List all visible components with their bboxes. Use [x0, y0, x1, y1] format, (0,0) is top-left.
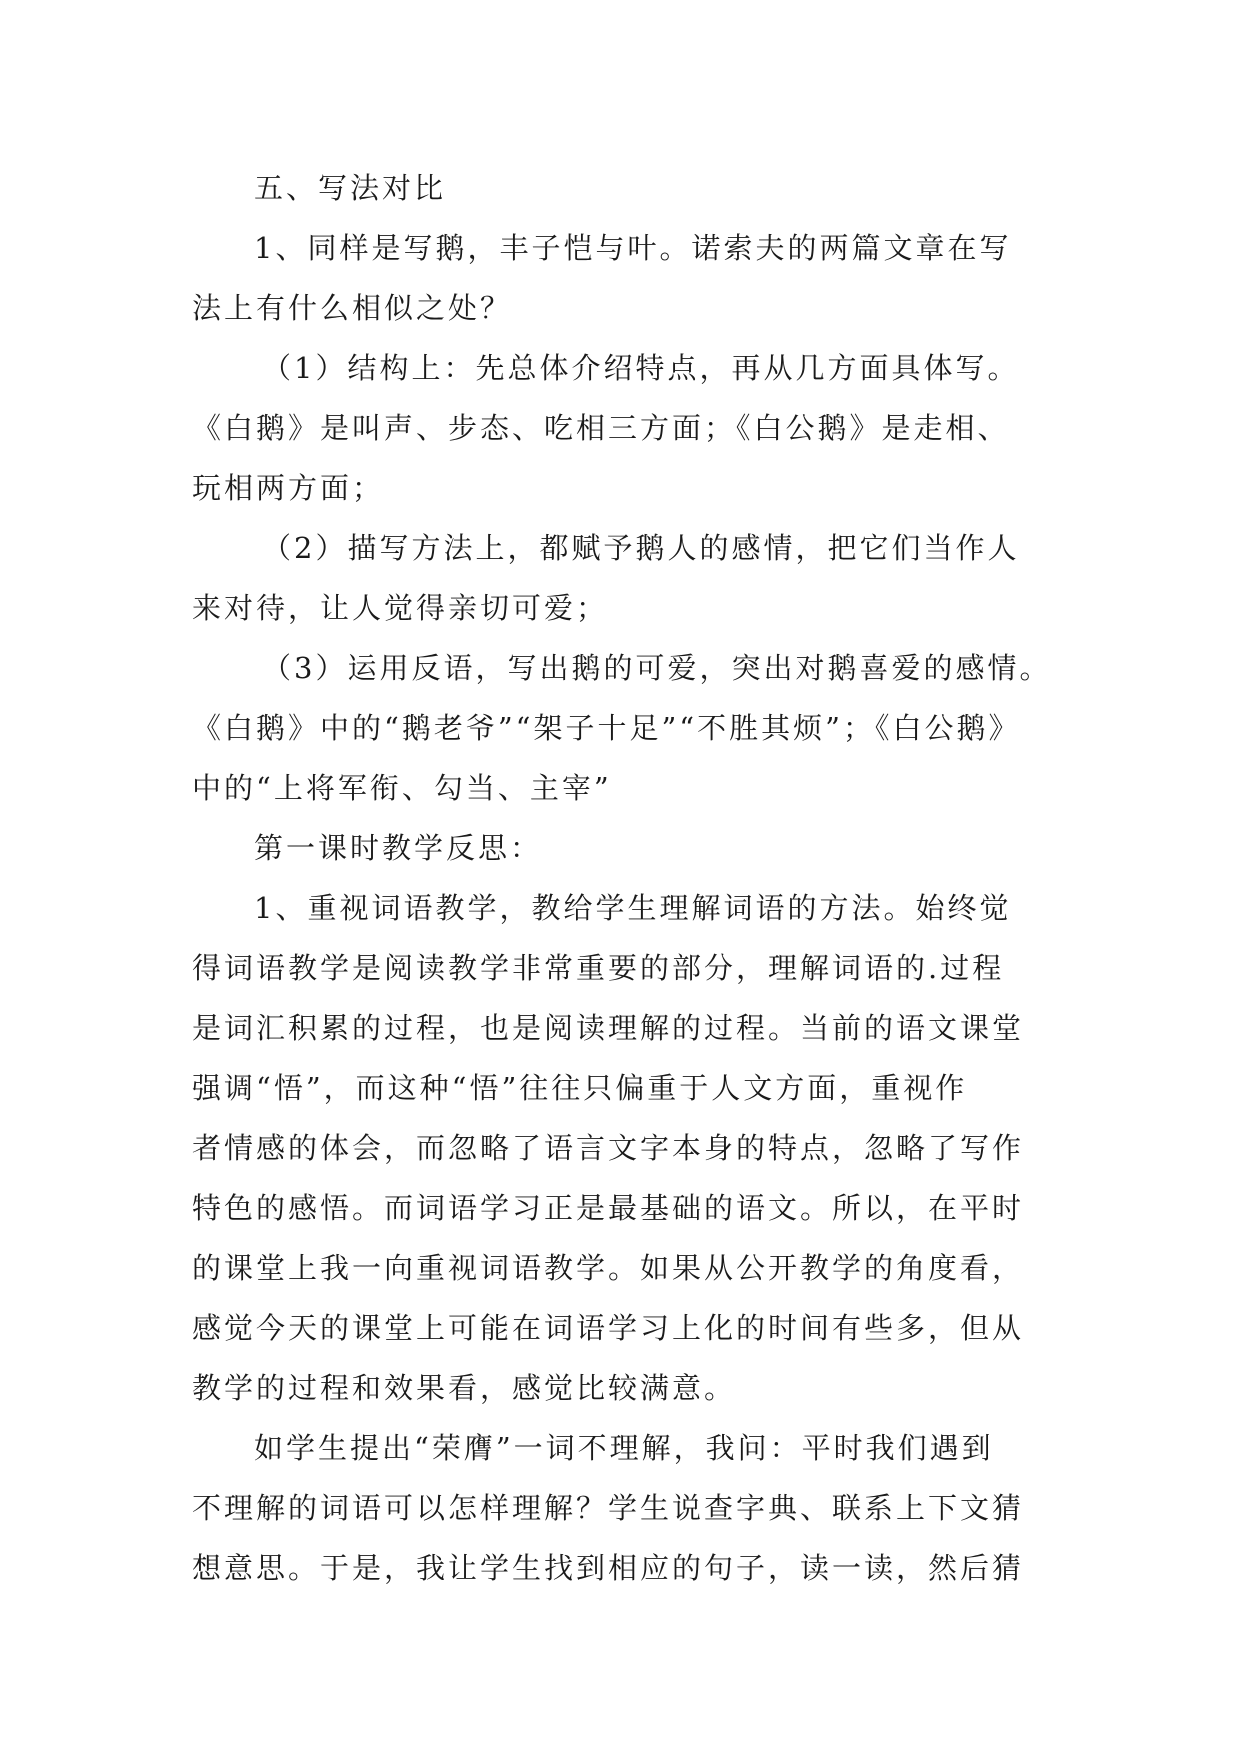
paragraph-line: 1、重视词语教学，教给学生理解词语的方法。始终觉: [254, 891, 1012, 925]
paragraph-line: 得词语教学是阅读教学非常重要的部分，理解词语的.过程: [192, 951, 1005, 985]
paragraph-line: （1）结构上：先总体介绍特点，再从几方面具体写。: [262, 351, 1020, 385]
paragraph-line: （2）描写方法上，都赋予鹅人的感情，把它们当作人: [262, 531, 1020, 565]
paragraph-line: 感觉今天的课堂上可能在词语学习上化的时间有些多，但从: [192, 1311, 1025, 1345]
paragraph-line: 来对待，让人觉得亲切可爱；: [192, 591, 609, 625]
paragraph-line: 强调“悟”，而这种“悟”往往只偏重于人文方面，重视作: [192, 1071, 968, 1105]
paragraph-line: 如学生提出“荣膺”一词不理解，我问：平时我们遇到: [254, 1431, 994, 1465]
paragraph-line: 想意思。于是，我让学生找到相应的句子，读一读，然后猜: [192, 1551, 1025, 1585]
paragraph-line: 不理解的词语可以怎样理解？学生说查字典、联系上下文猜: [192, 1491, 1025, 1525]
paragraph-line: 玩相两方面；: [192, 471, 385, 505]
document-body: [192, 158, 1072, 1598]
paragraph-line: 《白鹅》是叫声、步态、吃相三方面；《白公鹅》是走相、: [192, 411, 1010, 445]
paragraph-line: 中的“上将军衔、勾当、主宰”: [192, 771, 612, 805]
paragraph-line: 1、同样是写鹅，丰子恺与叶。诺索夫的两篇文章在写: [254, 231, 1012, 265]
section-heading: 第一课时教学反思：: [254, 831, 543, 865]
paragraph-line: 特色的感悟。而词语学习正是最基础的语文。所以，在平时: [192, 1191, 1025, 1225]
paragraph-line: 者情感的体会，而忽略了语言文字本身的特点，忽略了写作: [192, 1131, 1025, 1165]
paragraph-line: 法上有什么相似之处？: [192, 291, 513, 325]
paragraph-line: 的课堂上我一向重视词语教学。如果从公开教学的角度看，: [192, 1251, 1025, 1285]
paragraph-line: 《白鹅》中的“鹅老爷”“架子十足”“不胜其烦”；《白公鹅》: [192, 711, 1021, 745]
paragraph-line: 教学的过程和效果看，感觉比较满意。: [192, 1371, 737, 1405]
section-heading: 五、写法对比: [254, 171, 447, 205]
paragraph-line: 是词汇积累的过程，也是阅读理解的过程。当前的语文课堂: [192, 1011, 1025, 1045]
paragraph-line: （3）运用反语，写出鹅的可爱，突出对鹅喜爱的感情。: [262, 651, 1052, 685]
